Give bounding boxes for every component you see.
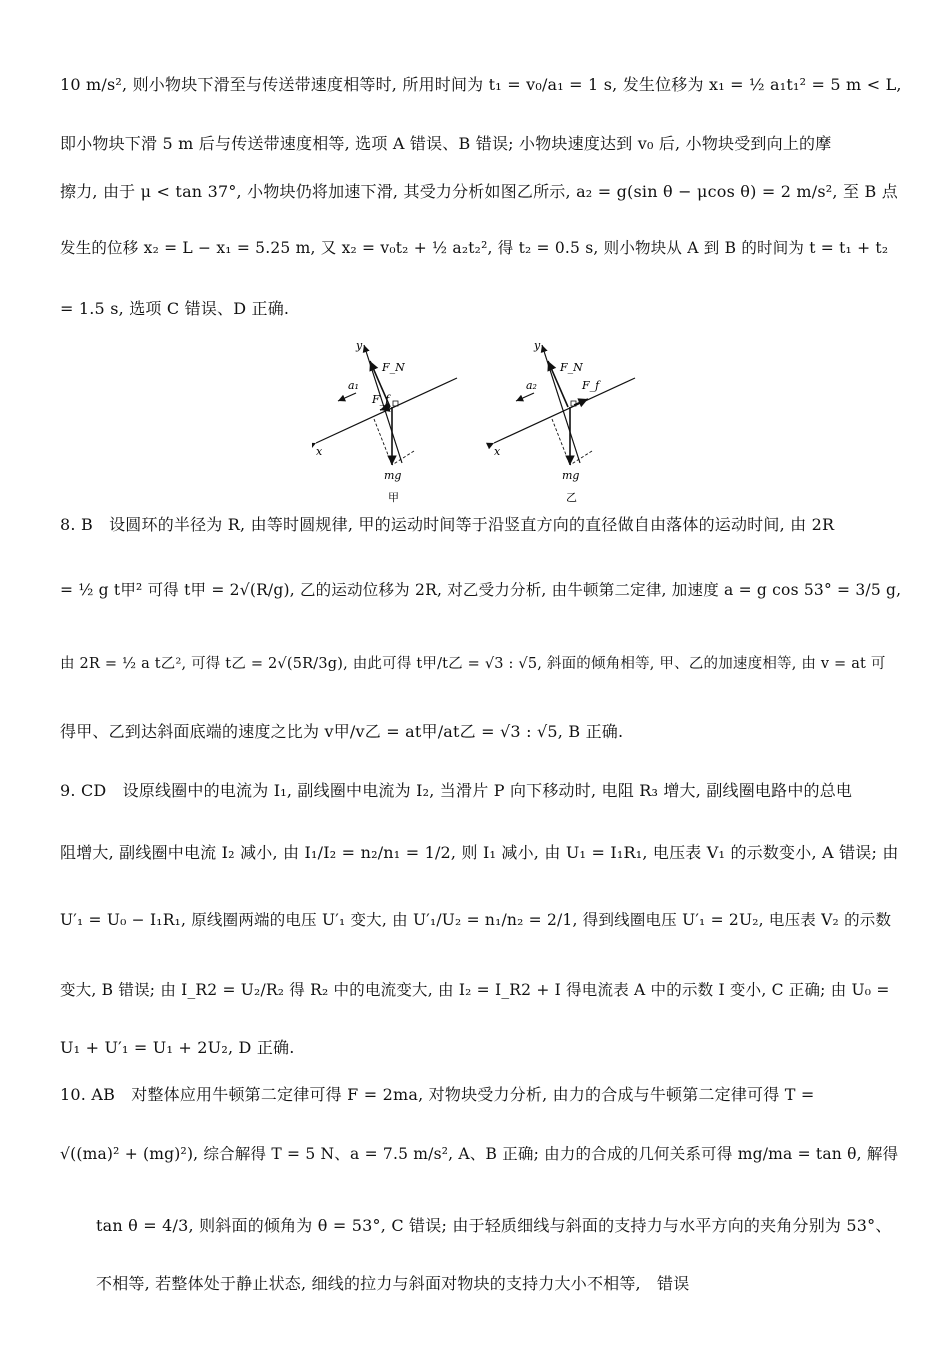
text-line-3: 擦力, 由于 μ < tan 37°, 小物块仍将加速下滑, 其受力分析如图乙所示, a₂ = g(sin θ − μcos θ) = 2 m/s², 至 B 点 [60,182,898,201]
caption-right: 乙 [566,491,577,504]
label-accel-left: a₁ [348,379,359,392]
label-weight-left: mg [384,469,402,482]
text-line-8: 由 2R = ½ a t乙², 可得 t乙 = 2√(5R/3g), 由此可得 t甲/t乙 = √3 : √5, 斜面的倾角相等, 甲、乙的加速度相等, 由 v = at 可 [60,656,886,672]
dashed-line-left-1 [374,419,392,465]
x-axis-line-right [494,378,635,443]
dashed-line-right-1 [552,419,570,465]
dashed-line-left-2 [392,451,414,465]
text-line-1: 10 m/s², 则小物块下滑至与传送带速度相等时, 所用时间为 t₁ = v₀/a₁ = 1 s, 发生位移为 x₁ = ½ a₁t₁² = 5 m < L, [60,75,902,94]
label-x-right: x [494,445,501,458]
text-line-2: 即小物块下滑 5 m 后与传送带速度相等, 选项 A 错误、B 错误; 小物块速度达到 v₀ 后, 小物块受到向上的摩 [60,134,832,153]
dashed-line-right-2 [570,451,592,465]
label-friction-left: F_f [372,393,390,406]
diagram-right [494,339,635,504]
text-line-11: 阻增大, 副线圈中电流 I₂ 减小, 由 I₁/I₂ = n₂/n₁ = 1/2, 则 I₁ 减小, 由 U₁ = I₁R₁, 电压表 V₁ 的示数变小, A 错误; 由 [60,843,899,862]
text-line-12: U′₁ = U₀ − I₁R₁, 原线圈两端的电压 U′₁ 变大, 由 U′₁/U₂ = n₁/n₂ = 2/1, 得到线圈电压 U′₁ = 2U₂, 电压表 V₂ 的示数 [60,911,892,929]
text-line-6: 8. B 设圆环的半径为 R, 由等时圆规律, 甲的运动时间等于沿竖直方向的直径做自由落体的运动时间, 由 2R [60,515,835,534]
label-normal-left: F_N [382,361,405,374]
accel-arrow-left [338,393,356,401]
label-x-left: x [316,445,323,458]
text-line-17: tan θ = 4/3, 则斜面的倾角为 θ = 53°, C 错误; 由于轻质细线与斜面的支持力与水平方向的夹角分别为 53°、 [96,1216,892,1235]
label-y-right: y [534,339,541,352]
text-line-5: = 1.5 s, 选项 C 错误、D 正确. [60,299,290,318]
text-line-18: 不相等, 若整体处于静止状态, 细线的拉力与斜面对物块的支持力大小不相等, 错误 [96,1274,690,1293]
label-normal-right: F_N [560,361,583,374]
text-line-14: U₁ + U′₁ = U₁ + 2U₂, D 正确. [60,1038,295,1057]
text-line-15: 10. AB 对整体应用牛顿第二定律可得 F = 2ma, 对物块受力分析, 由力的合成与牛顿第二定律可得 T = [60,1085,815,1104]
label-accel-right: a₂ [526,379,537,392]
text-line-4: 发生的位移 x₂ = L − x₁ = 5.25 m, 又 x₂ = v₀t₂ + ½ a₂t₂², 得 t₂ = 0.5 s, 则小物块从 A 到 B 的时间为 t = t₁ + t₂ [60,239,889,257]
text-line-10: 9. CD 设原线圈中的电流为 I₁, 副线圈中电流为 I₂, 当滑片 P 向下移动时, 电阻 R₃ 增大, 副线圈电路中的总电 [60,781,853,800]
text-line-16: √((ma)² + (mg)²), 综合解得 T = 5 N、a = 7.5 m/s², A、B 正确; 由力的合成的几何关系可得 mg/ma = tan θ, 解得 [60,1145,899,1163]
x-axis-line-left [316,378,457,443]
caption-left: 甲 [388,491,399,504]
text-line-9: 得甲、乙到达斜面底端的速度之比为 v甲/v乙 = at甲/at乙 = √3 : √5, B 正确. [60,722,624,741]
label-y-left: y [356,339,363,352]
text-line-13: 变大, B 错误; 由 I_R2 = U₂/R₂ 得 R₂ 中的电流变大, 由 I₂ = I_R2 + I 得电流表 A 中的示数 I 变小, C 正确; 由 U₀ = [60,981,890,999]
diagram-left [316,339,457,504]
label-weight-right: mg [562,469,580,482]
force-diagram-figure [312,333,640,505]
force-diagram-svg [312,333,640,505]
text-line-7: = ½ g t甲² 可得 t甲 = 2√(R/g), 乙的运动位移为 2R, 对乙受力分析, 由牛顿第二定律, 加速度 a = g cos 53° = 3/5 g, [60,581,902,599]
label-friction-right: F_f [582,379,600,392]
accel-arrow-right [516,393,534,401]
